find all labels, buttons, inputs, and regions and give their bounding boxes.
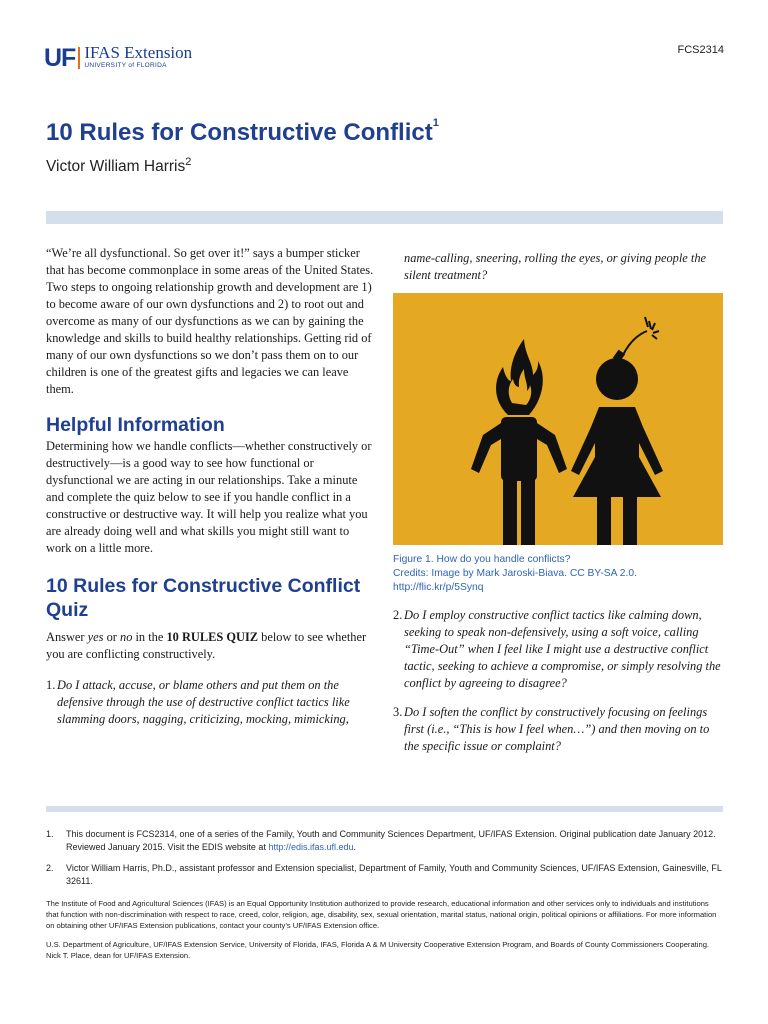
helpful-info-paragraph: Determining how we handle conflicts—whether constructively or destructively—is a good way to see how functional or dysfunctional we are acting in our relationships. Take a minute and complete the quiz below to see if you handle conflict in a constructive or destructive way. It will help you realize what you are already doing well and what skills you might still want to work on a little more. bbox=[46, 439, 372, 555]
logo-text bbox=[84, 44, 192, 70]
quiz-intro-text: below to see whether you are conflicting constructively. bbox=[46, 630, 367, 661]
quiz-intro bbox=[46, 629, 376, 663]
right-column bbox=[393, 250, 723, 755]
author-name: Victor William Harris bbox=[46, 158, 186, 175]
quiz-intro-text: in the bbox=[132, 630, 167, 644]
footnote-divider-band bbox=[46, 806, 723, 812]
left-column bbox=[46, 245, 376, 728]
quiz-item-1-continued bbox=[393, 250, 723, 284]
figure-credit[interactable]: Credits: Image by Mark Jaroski-Biava. CC BY-SA 2.0. http://flic.kr/p/5Synq bbox=[393, 568, 637, 593]
document-code: FCS2314 bbox=[677, 44, 724, 56]
figure-image bbox=[393, 293, 723, 545]
quiz-item-number: 2. bbox=[393, 608, 403, 622]
footnote-body: This document is FCS2314, one of a series of the Family, Youth and Community Sciences Department, UF/IFAS Extension. Original publication date January 2012. Reviewed January 2015. Visit the EDIS website at bbox=[66, 829, 716, 852]
edis-link[interactable]: http://edis.ifas.ufl.edu bbox=[268, 842, 354, 852]
quiz-intro-text: or bbox=[103, 630, 120, 644]
quiz-item-1 bbox=[46, 677, 376, 728]
logo-divider bbox=[78, 47, 80, 69]
quiz-item-2 bbox=[393, 607, 723, 692]
quiz-item-text: Do I soften the conflict by constructively focusing on feelings first (i.e., “This is how I feel when…”) and then moving on to the specific issue or complaint? bbox=[404, 705, 710, 753]
author-line bbox=[46, 158, 191, 176]
quiz-item-number: 3. bbox=[393, 705, 403, 719]
man-flame-head-icon bbox=[471, 339, 567, 545]
footnote-text bbox=[66, 828, 723, 854]
quiz-item-number: 1. bbox=[46, 678, 56, 692]
equal-opportunity-statement: The Institute of Food and Agricultural Sciences (IFAS) is an Equal Opportunity Institution authorized to provide research, educational information and other services only to individuals and institutions that function with non-discrimination with respect to race, creed, color, religion, age, disability, sex, sexual orientation, marital status, national origin, political opinions or affiliations. For more information on obtaining other UF/IFAS Extension publications, contact your county’s UF/IFAS Extension office. bbox=[46, 899, 717, 930]
figure-illustration bbox=[393, 293, 723, 545]
ifas-logo bbox=[44, 44, 192, 72]
figure-caption bbox=[393, 553, 723, 595]
title-text: 10 Rules for Constructive Conflict bbox=[46, 119, 433, 146]
footnote-number: 1. bbox=[46, 829, 54, 839]
footnote-2 bbox=[46, 862, 723, 888]
logo-ifas-extension: IFAS Extension bbox=[84, 43, 193, 62]
footnote-1 bbox=[46, 828, 723, 854]
woman-bomb-head-icon bbox=[571, 317, 663, 545]
quiz-intro-bold: 10 RULES QUIZ bbox=[166, 630, 259, 644]
quiz-intro-no: no bbox=[120, 630, 133, 644]
helpful-info-heading: Helpful Information bbox=[46, 414, 225, 436]
logo-uf: UF bbox=[44, 44, 76, 72]
intro-paragraph: “We’re all dysfunctional. So get over it!” says a bumper sticker that has become commonplace in some areas of the United States. Two steps to ongoing relationship growth and development are 1) to become aware of our own dysfunctions and 2) to root out and overcome as many of our dysfunctions as we can by gaining the knowledge and skills to build healthy relationships. Getting rid of many of our own dysfunctions so we don’t pass them on to our children is one of the greatest gifts and legacies we can leave them. bbox=[46, 246, 374, 396]
quiz-item-text: Do I employ constructive conflict tactics like calming down, seeking to speak non-defensively, using a soft voice, calling “Time-Out” when I feel like I might use a destructive conflict tactic, seeking to achieve a compromise, or simply resolving the conflict by agreeing to disagree? bbox=[404, 608, 721, 690]
footnote-end: . bbox=[353, 842, 357, 852]
quiz-item-text: Do I attack, accuse, or blame others and put them on the defensive through the use of destructive conflict tactics like slamming doors, nagging, criticizing, mocking, mimicking, bbox=[57, 678, 350, 726]
author-footnote-ref[interactable]: 2 bbox=[185, 156, 192, 168]
title-footnote-ref[interactable]: 1 bbox=[432, 117, 439, 129]
quiz-intro-text: Answer bbox=[46, 630, 88, 644]
page-title bbox=[46, 119, 439, 147]
usda-statement: U.S. Department of Agriculture, UF/IFAS Extension Service, University of Florida, IFAS, Florida A & M University Cooperative Extension Program, and Boards of County Commissioners Cooperating. Nick T. Place, dean for UF/IFAS Extension. bbox=[46, 940, 710, 960]
quiz-item-3 bbox=[393, 704, 723, 755]
quiz-heading: 10 Rules for Constructive Conflict Quiz bbox=[46, 575, 361, 621]
quiz-item-number bbox=[393, 250, 404, 284]
figure-caption-title: Figure 1. How do you handle conflicts? bbox=[393, 554, 571, 565]
header-divider-band bbox=[46, 211, 723, 224]
logo-university: UNIVERSITY of FLORIDA bbox=[84, 62, 167, 69]
footnote-text: Victor William Harris, Ph.D., assistant professor and Extension specialist, Department of Family, Youth and Community Sciences, UF/IFAS Extension, Gainesville, FL 32611. bbox=[66, 863, 722, 886]
quiz-item-text: name-calling, sneering, rolling the eyes, or giving people the silent treatment? bbox=[404, 251, 707, 282]
quiz-intro-yes: yes bbox=[87, 630, 104, 644]
footnote-number: 2. bbox=[46, 863, 54, 873]
footnotes bbox=[46, 828, 723, 961]
